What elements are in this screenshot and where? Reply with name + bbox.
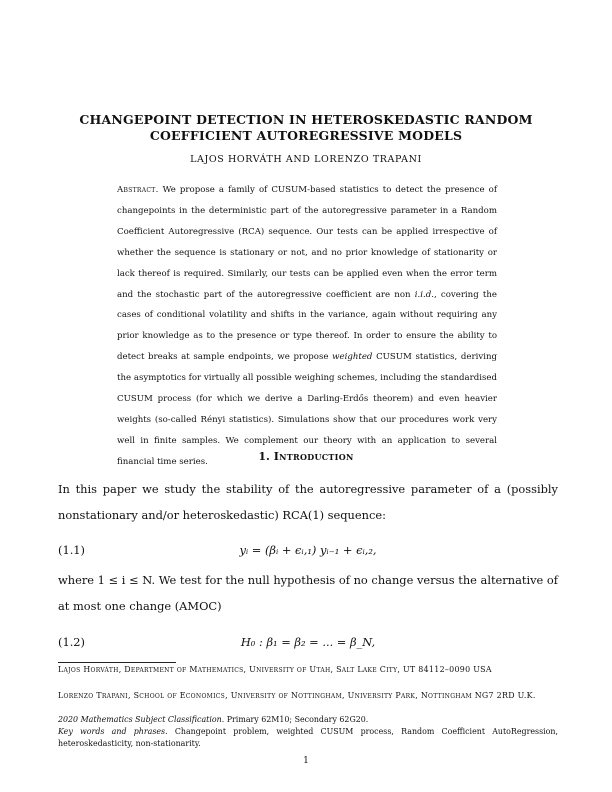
abstract-weighted: weighted [332,352,373,363]
abstract-text-2: , covering the cases of conditional volatility and shifts in the variance, again without requiring any prior knowledge as to the presence or type thereof. In order to ensure the ability to detect breaks at sample endpoints, we propose [117,289,498,363]
intro-paragraph: In this paper we study the stability of the autoregressive parameter of a (possibly nonstationary and/or heteroskedastic) RCA(1) sequence: [58,482,558,522]
equation-1-1 [58,543,558,563]
title-line-2: COEFFICIENT AUTOREGRESSIVE MODELS [149,128,463,143]
abstract-iid: i.i.d. [414,289,434,300]
where-paragraph: where 1 ≤ i ≤ N. We test for the null hypothesis of no change versus the alternative of at most one change (AMOC) [58,573,558,613]
abstract-text-3: CUSUM statistics, deriving the asymptotics for virtually all possible weighing schemes, including the standardised CUSUM process (for which we derive a Darling-Erdős theorem) and even heavier weights (so-called Rényi statistics). Simulations show that our procedures work very well in finite samples. We complement our theory with an application to several financial time series. [117,352,497,467]
abstract [117,180,497,473]
footnote-rule [58,662,176,663]
equation-1-2 [58,635,558,655]
equation-body: yᵢ = (βᵢ + ϵᵢ,₁) yᵢ₋₁ + ϵᵢ,₂, [239,543,377,557]
keywords-text: Changepoint problem, weighted CUSUM process, Random Coefficient AutoRegression, heteroskedasticity, non-stationarity. [58,727,558,748]
equation-number: (1.2) [58,635,86,649]
equation-body: H₀ : β₁ = β₂ = ... = β_N, [240,635,376,649]
footnote-keywords [58,726,558,749]
abstract-text-1: We propose a family of CUSUM-based statistics to detect the presence of changepoints in the deterministic part of the autoregressive parameter in a Random Coefficient Autoregressive (RCA) sequence. Our tests can be applied irrespective of whether the sequence is stationary or not, and no prior knowledge of stationarity or lack thereof is required. Similarly, our tests can be applied even when the error term and the stochastic part of the autoregressive coefficient are non [117,185,497,300]
author-2-affiliation: , School of Economics, University of Nottingham, University Park, Nottingham NG7 2RD U.K. [127,691,536,700]
author-list: LAJOS HORVÁTH AND LORENZO TRAPANI [190,154,422,165]
title-line-1: CHANGEPOINT DETECTION IN HETEROSKEDASTIC RANDOM [79,112,533,127]
footnote-author-2 [58,690,558,702]
footnote-author-1 [58,664,558,676]
section-number: 1. [258,450,274,463]
msc-text: Primary 62M10; Secondary 62G20. [224,715,369,724]
author-1-name: Lajos Horváth [58,665,119,674]
author-1-affiliation: , Department of Mathematics, University of Utah, Salt Lake City, UT 84112–0090 USA [118,665,492,674]
section-heading [40,450,572,463]
author-2-name: Lorenzo Trapani [58,691,128,700]
section-title: Introduction [273,450,354,463]
abstract-label: Abstract. [117,185,159,195]
equation-number: (1.1) [58,543,86,557]
keywords-label: Key words and phrases. [58,727,168,736]
footnote-msc [58,714,558,726]
msc-label: 2020 Mathematics Subject Classification. [58,715,225,724]
page-number: 1 [303,756,309,766]
paper-title [40,112,572,144]
